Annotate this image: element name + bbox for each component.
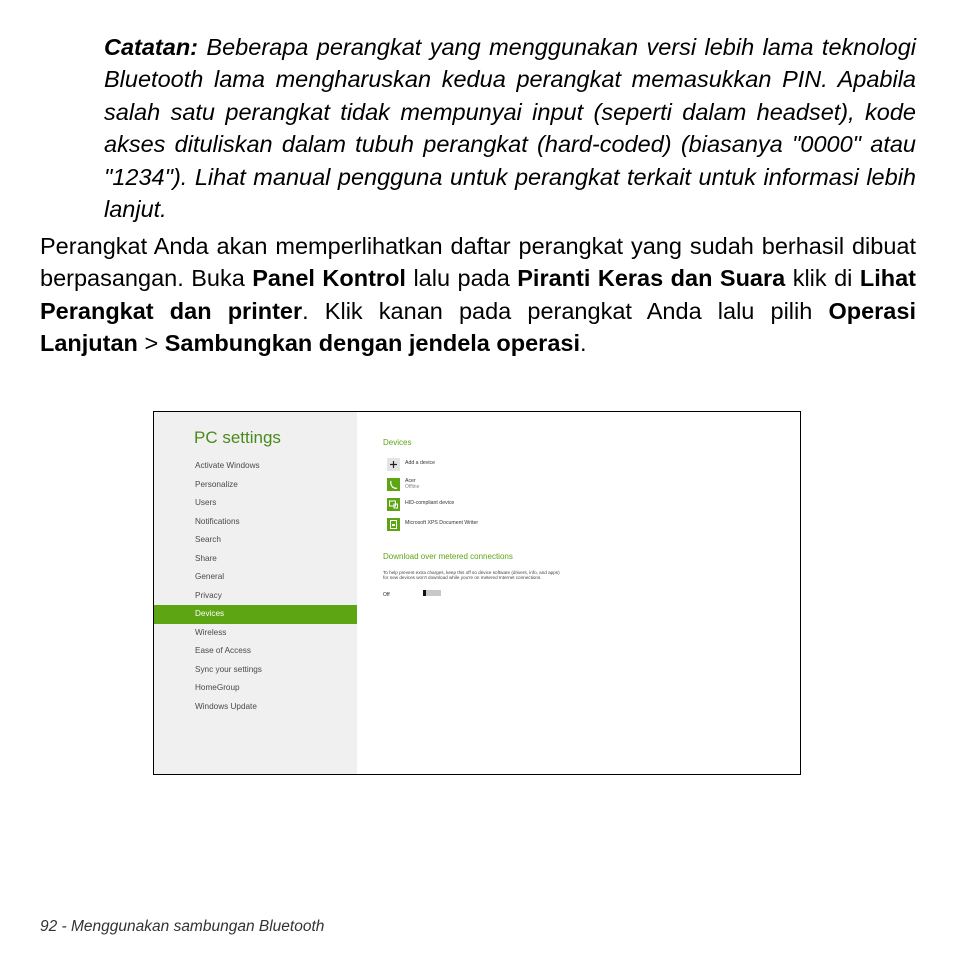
- bold-control-panel: Panel Kontrol: [252, 265, 406, 292]
- sidebar-item-privacy[interactable]: Privacy: [195, 590, 222, 600]
- sidebar-item-ease-of-access[interactable]: Ease of Access: [195, 646, 251, 655]
- download-metered-description: To help prevent extra charges, keep this off so device software (drivers, info, and apps) for new devices won't download while you're on metered Internet connections.: [383, 570, 560, 581]
- toggle-state-label: Off: [383, 592, 390, 598]
- devices-panel: [357, 412, 800, 774]
- bold-hardware-sound: Piranti Keras dan Suara: [517, 265, 786, 292]
- bold-connect-operation-window: Sambungkan dengan jendela operasi: [164, 330, 580, 357]
- bold-devices-printers: Lihat Perangkat dan printer: [40, 265, 917, 324]
- text-segment: klik di: [785, 265, 860, 292]
- toggle-knob: [423, 590, 426, 596]
- pc-settings-screenshot: [153, 411, 801, 775]
- phone-icon: [387, 478, 400, 491]
- device-name: Microsoft XPS Document Writer: [405, 520, 479, 526]
- sidebar-item-wireless[interactable]: Wireless: [195, 627, 227, 637]
- device-status: Offline: [405, 484, 420, 490]
- sidebar-item-personalize[interactable]: Personalize: [195, 479, 238, 489]
- sidebar-item-sync-your-settings[interactable]: Sync your settings: [195, 664, 262, 674]
- add-device-label: Add a device: [405, 460, 435, 466]
- sidebar-item-devices[interactable]: Devices: [154, 605, 357, 624]
- text-segment: .: [580, 330, 587, 357]
- device-name: HID-compliant device: [405, 500, 455, 506]
- sidebar-item-homegroup[interactable]: HomeGroup: [195, 683, 240, 692]
- plus-icon: [387, 458, 400, 471]
- sidebar-item-windows-update[interactable]: Windows Update: [195, 701, 257, 711]
- text-segment: . Klik kanan pada perangkat Anda lalu pilih: [302, 297, 829, 324]
- sidebar-title: PC settings: [194, 428, 281, 447]
- note-paragraph: [104, 31, 916, 225]
- sidebar-item-activate-windows[interactable]: Activate Windows: [195, 461, 260, 470]
- note-text: Beberapa perangkat yang menggunakan versi lebih lama teknologi Bluetooth lama mengharuskan kedua perangkat memasukkan PIN. Apabila salah satu perangkat tidak mempunyai input (seperti dalam headset), kode akses dituliskan dalam tubuh perangkat (hard-coded) (biasanya "0000" atau "1234"). Lihat manual pengguna untuk perangkat terkait untuk informasi lebih lanjut.: [104, 34, 916, 223]
- sidebar-item-notifications[interactable]: Notifications: [195, 516, 240, 526]
- sidebar-item-general[interactable]: General: [195, 572, 225, 581]
- bold-advanced-operation: Operasi Lanjutan: [40, 297, 916, 357]
- sidebar-item-share[interactable]: Share: [195, 553, 217, 563]
- hid-device-icon: [387, 498, 400, 511]
- sidebar-item-search[interactable]: Search: [195, 535, 221, 544]
- text-segment: Perangkat Anda akan memperlihatkan daftar perangkat yang sudah berhasil dibuat berpasangan. Buka: [40, 233, 916, 292]
- instruction-paragraph: [40, 230, 916, 360]
- printer-icon: [387, 518, 400, 531]
- sidebar-list: [154, 457, 357, 716]
- download-metered-title: Download over metered connections: [383, 552, 513, 561]
- metered-download-toggle[interactable]: [423, 590, 441, 596]
- sidebar-item-users[interactable]: Users: [195, 498, 217, 507]
- note-label: Catatan:: [104, 34, 199, 60]
- devices-title: Devices: [383, 438, 412, 447]
- page-footer: 92 - Menggunakan sambungan Bluetooth: [40, 918, 325, 935]
- text-segment: >: [137, 330, 165, 357]
- settings-sidebar: [154, 412, 357, 774]
- text-segment: lalu pada: [405, 265, 518, 292]
- device-name: Acer: [405, 478, 416, 484]
